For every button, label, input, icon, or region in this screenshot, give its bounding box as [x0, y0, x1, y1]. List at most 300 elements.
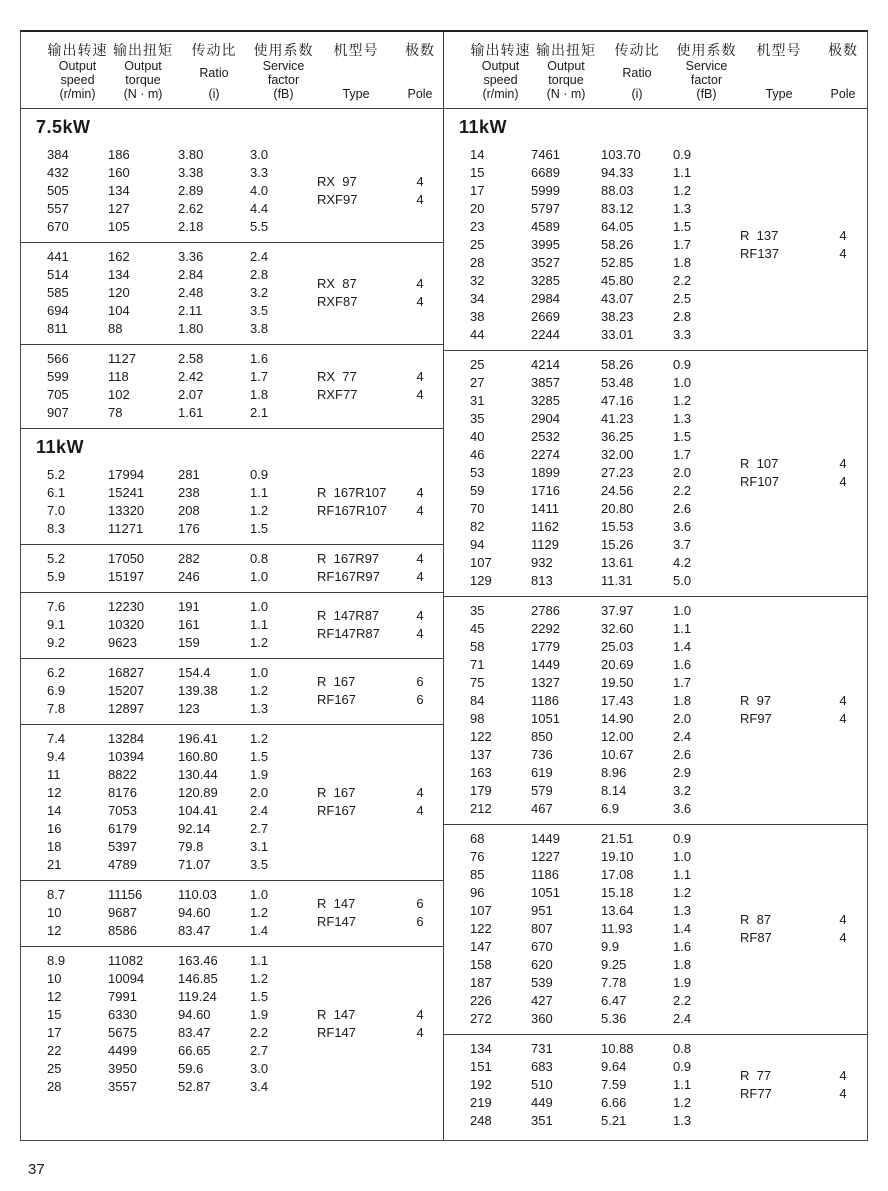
header-label-zh: 传动比: [191, 42, 237, 58]
cell-output-speed: 76: [470, 849, 485, 864]
cell-ratio: 3.36: [178, 249, 204, 264]
type-label: RF97: [740, 711, 772, 726]
rows-block: [470, 830, 740, 1028]
type-label: R 147: [317, 896, 356, 911]
cell-service-factor: 1.3: [673, 903, 692, 918]
table-row: [470, 218, 740, 236]
cell-ratio: 9.25: [601, 957, 627, 972]
cell-ratio: 15.18: [601, 885, 634, 900]
cell-ratio: 160.80: [178, 749, 218, 764]
cell-output-speed: 129: [470, 573, 492, 588]
cell-output-speed: 8.7: [47, 887, 66, 902]
type-pole-row: [317, 1024, 444, 1042]
header-unit: (i): [631, 87, 643, 101]
cell-output-speed: 151: [470, 1059, 492, 1074]
cell-ratio: 159: [178, 635, 200, 650]
header-label-zh: 使用系数: [676, 42, 737, 58]
table-row: [470, 884, 740, 902]
cell-output-speed: 14: [47, 803, 62, 818]
cell-output-torque: 15207: [108, 683, 145, 698]
cell-output-torque: 2274: [531, 447, 560, 462]
cell-output-torque: 449: [531, 1095, 553, 1110]
cell-output-torque: 807: [531, 921, 553, 936]
type-block: [317, 248, 444, 338]
cell-output-torque: 160: [108, 165, 130, 180]
cell-output-torque: 2904: [531, 411, 560, 426]
cell-ratio: 41.23: [601, 411, 634, 426]
cell-output-speed: 12: [47, 989, 62, 1004]
cell-service-factor: 1.7: [673, 447, 692, 462]
cell-output-speed: 16: [47, 821, 62, 836]
cell-ratio: 33.01: [601, 327, 634, 342]
cell-service-factor: 1.2: [250, 635, 269, 650]
cell-service-factor: 2.7: [250, 821, 269, 836]
header-cell-pole: [818, 32, 867, 110]
table-row: [470, 728, 740, 746]
type-label: R 167: [317, 674, 356, 689]
pole-value: 4: [839, 930, 847, 945]
cell-ratio: 9.9: [601, 939, 620, 954]
cell-ratio: 53.48: [601, 375, 634, 390]
pole-value: 4: [416, 503, 424, 518]
table-row: [470, 464, 740, 482]
cell-service-factor: 1.2: [250, 905, 269, 920]
cell-ratio: 6.66: [601, 1095, 627, 1110]
cell-output-torque: 5999: [531, 183, 560, 198]
cell-output-speed: 557: [47, 201, 69, 216]
table-row: [47, 520, 317, 538]
table-row: [470, 602, 740, 620]
header-unit: Pole: [830, 87, 856, 101]
cell-output-torque: 102: [108, 387, 130, 402]
table-row: [47, 838, 317, 856]
type-pole-row: [317, 691, 444, 709]
cell-ratio: 119.24: [178, 989, 217, 1004]
pole-value: 4: [416, 294, 424, 309]
type-label: RXF87: [317, 294, 358, 309]
type-pole-row: [317, 368, 444, 386]
table-row: [47, 820, 317, 838]
table-row: [47, 766, 317, 784]
cell-output-torque: 1186: [531, 693, 559, 708]
row-group: [21, 141, 443, 242]
cell-output-speed: 9.4: [47, 749, 66, 764]
header-label-zh: 机型号: [333, 42, 379, 58]
cell-output-speed: 505: [47, 183, 69, 198]
cell-output-speed: 32: [470, 273, 485, 288]
cell-service-factor: 1.3: [673, 201, 692, 216]
cell-output-torque: 6179: [108, 821, 137, 836]
cell-ratio: 1.61: [178, 405, 204, 420]
table-row: [470, 326, 740, 344]
type-pole-row: [317, 293, 444, 311]
cell-output-speed: 137: [470, 747, 492, 762]
cell-ratio: 163.46: [178, 953, 218, 968]
rows-block: [47, 466, 317, 538]
table-row: [470, 1058, 740, 1076]
cell-output-speed: 8.3: [47, 521, 66, 536]
cell-output-torque: 1127: [108, 351, 136, 366]
cell-service-factor: 0.8: [250, 551, 269, 566]
cell-ratio: 282: [178, 551, 200, 566]
cell-output-speed: 25: [470, 357, 485, 372]
pole-value: 4: [416, 1007, 424, 1022]
cell-output-torque: 736: [531, 747, 553, 762]
cell-output-speed: 811: [47, 321, 68, 336]
cell-output-speed: 384: [47, 147, 69, 162]
type-block: [317, 350, 444, 422]
cell-ratio: 94.60: [178, 1007, 211, 1022]
row-group: [21, 725, 443, 880]
table-row: [47, 502, 317, 520]
cell-output-speed: 441: [47, 249, 69, 264]
type-block: [740, 602, 867, 818]
cell-output-speed: 907: [47, 405, 69, 420]
cell-output-speed: 694: [47, 303, 69, 318]
cell-ratio: 3.80: [178, 147, 204, 162]
cell-output-speed: 68: [470, 831, 485, 846]
table-row: [470, 500, 740, 518]
type-pole-row: [317, 568, 444, 586]
type-label: RX 77: [317, 369, 357, 384]
table-row: [47, 182, 317, 200]
cell-service-factor: 2.2: [673, 993, 692, 1008]
cell-service-factor: 1.8: [673, 255, 692, 270]
header-unit: (fB): [696, 87, 717, 101]
type-pole-row: [740, 692, 867, 710]
cell-service-factor: 1.6: [250, 351, 269, 366]
type-pole-row: [317, 173, 444, 191]
cell-ratio: 21.51: [601, 831, 634, 846]
cell-ratio: 19.10: [601, 849, 634, 864]
table-row: [47, 1006, 317, 1024]
cell-output-speed: 147: [470, 939, 492, 954]
cell-output-torque: 7461: [531, 147, 560, 162]
table-row: [47, 266, 317, 284]
table-header: [21, 32, 443, 109]
cell-ratio: 15.26: [601, 537, 634, 552]
pole-value: 4: [839, 1068, 847, 1083]
type-label: RF77: [740, 1086, 772, 1101]
table-row: [47, 200, 317, 218]
cell-output-speed: 35: [470, 411, 485, 426]
cell-ratio: 58.26: [601, 357, 634, 372]
cell-output-torque: 134: [108, 267, 130, 282]
cell-ratio: 52.85: [601, 255, 634, 270]
type-pole-row: [740, 227, 867, 245]
cell-output-speed: 25: [470, 237, 485, 252]
table-row: [470, 146, 740, 164]
cell-output-torque: 9623: [108, 635, 137, 650]
type-label: R 77: [740, 1068, 772, 1083]
cell-output-torque: 2532: [531, 429, 560, 444]
table-row: [47, 634, 317, 652]
cell-output-speed: 82: [470, 519, 485, 534]
cell-output-torque: 4499: [108, 1043, 137, 1058]
cell-output-speed: 5.9: [47, 569, 66, 584]
cell-output-speed: 20: [470, 201, 485, 216]
type-pole-row: [317, 386, 444, 404]
cell-output-speed: 9.1: [47, 617, 66, 632]
cell-output-speed: 27: [470, 375, 485, 390]
cell-output-torque: 1051: [531, 711, 560, 726]
header-label-en: Output speed: [58, 59, 97, 87]
cell-service-factor: 1.1: [673, 165, 692, 180]
cell-ratio: 10.88: [601, 1041, 634, 1056]
cell-output-torque: 2984: [531, 291, 560, 306]
cell-output-torque: 127: [108, 201, 130, 216]
rows-block: [47, 730, 317, 874]
cell-output-speed: 22: [47, 1043, 62, 1058]
cell-output-speed: 71: [470, 657, 485, 672]
cell-output-speed: 38: [470, 309, 485, 324]
type-pole-row: [740, 1067, 867, 1085]
cell-output-torque: 1899: [531, 465, 560, 480]
cell-ratio: 10.67: [601, 747, 634, 762]
table-row: [47, 988, 317, 1006]
pole-value: 4: [416, 803, 424, 818]
type-label: R 97: [740, 693, 772, 708]
cell-ratio: 79.8: [178, 839, 204, 854]
cell-service-factor: 1.0: [250, 599, 269, 614]
cell-service-factor: 1.9: [673, 975, 692, 990]
cell-output-speed: 122: [470, 729, 492, 744]
cell-ratio: 25.03: [601, 639, 634, 654]
pole-value: 4: [839, 456, 847, 471]
table-row: [47, 682, 317, 700]
type-block: [317, 664, 444, 718]
cell-output-torque: 118: [108, 369, 129, 384]
table-row: [470, 620, 740, 638]
cell-output-torque: 10394: [108, 749, 145, 764]
cell-output-speed: 6.1: [47, 485, 66, 500]
type-block: [317, 146, 444, 236]
cell-ratio: 5.36: [601, 1011, 627, 1026]
pole-value: 4: [416, 192, 424, 207]
cell-ratio: 6.47: [601, 993, 627, 1008]
cell-ratio: 38.23: [601, 309, 634, 324]
cell-output-speed: 212: [470, 801, 492, 816]
table-row: [470, 956, 740, 974]
table-row: [470, 290, 740, 308]
cell-ratio: 13.61: [601, 555, 634, 570]
cell-output-torque: 1227: [531, 849, 560, 864]
cell-output-torque: 2244: [531, 327, 560, 342]
page-number: 37: [28, 1161, 45, 1178]
cell-ratio: 64.05: [601, 219, 634, 234]
cell-service-factor: 1.7: [673, 675, 692, 690]
table-column-right: [444, 32, 867, 1140]
type-label: RF147: [317, 914, 357, 929]
header-unit: (N · m): [546, 87, 586, 101]
type-pole-row: [740, 710, 867, 728]
header-label-zh: 传动比: [614, 42, 660, 58]
header-label-en: Output speed: [481, 59, 520, 87]
table-row: [47, 598, 317, 616]
type-pole-row: [317, 1006, 444, 1024]
header-label-zh: 极数: [405, 42, 435, 58]
cell-output-speed: 226: [470, 993, 492, 1008]
cell-ratio: 2.48: [178, 285, 204, 300]
cell-service-factor: 0.8: [673, 1041, 692, 1056]
cell-output-speed: 248: [470, 1113, 492, 1128]
cell-output-speed: 11: [47, 767, 61, 782]
cell-output-torque: 1449: [531, 657, 560, 672]
cell-output-speed: 18: [47, 839, 62, 854]
cell-service-factor: 3.1: [250, 839, 269, 854]
table-row: [470, 800, 740, 818]
cell-service-factor: 3.6: [673, 801, 692, 816]
cell-output-torque: 120: [108, 285, 130, 300]
table-row: [47, 1078, 317, 1096]
type-pole-row: [317, 191, 444, 209]
type-label: RF87: [740, 930, 772, 945]
cell-output-speed: 9.2: [47, 635, 66, 650]
cell-service-factor: 3.3: [250, 165, 269, 180]
row-group: [21, 881, 443, 946]
cell-output-speed: 12: [47, 923, 62, 938]
cell-output-torque: 539: [531, 975, 553, 990]
cell-output-speed: 192: [470, 1077, 492, 1092]
cell-service-factor: 2.1: [250, 405, 269, 420]
header-cell-ratio: [178, 32, 250, 110]
cell-service-factor: 1.2: [673, 1095, 692, 1110]
pole-value: 4: [416, 785, 424, 800]
cell-output-torque: 579: [531, 783, 553, 798]
type-block: [740, 146, 867, 344]
cell-output-torque: 1716: [531, 483, 560, 498]
type-block: [317, 730, 444, 874]
header-label-zh: 极数: [828, 42, 858, 58]
type-pole-row: [317, 895, 444, 913]
cell-ratio: 36.25: [601, 429, 634, 444]
header-label-zh: 输出转速: [47, 42, 108, 58]
cell-output-speed: 59: [470, 483, 485, 498]
table-row: [470, 374, 740, 392]
cell-ratio: 27.23: [601, 465, 634, 480]
header-unit: Type: [765, 87, 793, 101]
cell-ratio: 66.65: [178, 1043, 211, 1058]
type-pole-row: [317, 550, 444, 568]
table-row: [47, 886, 317, 904]
cell-output-speed: 7.6: [47, 599, 66, 614]
cell-service-factor: 1.1: [250, 617, 269, 632]
cell-service-factor: 1.2: [250, 503, 269, 518]
cell-ratio: 3.38: [178, 165, 204, 180]
table-row: [470, 182, 740, 200]
type-pole-row: [317, 802, 444, 820]
cell-output-speed: 25: [47, 1061, 62, 1076]
cell-service-factor: 1.3: [250, 701, 269, 716]
cell-output-torque: 6330: [108, 1007, 137, 1022]
cell-service-factor: 1.5: [673, 429, 692, 444]
row-group: [21, 593, 443, 658]
cell-service-factor: 2.6: [673, 501, 692, 516]
pole-value: 6: [416, 914, 424, 929]
type-pole-row: [317, 913, 444, 931]
cell-output-speed: 46: [470, 447, 485, 462]
cell-service-factor: 1.2: [673, 885, 692, 900]
cell-output-speed: 5.2: [47, 551, 66, 566]
type-block: [317, 886, 444, 940]
cell-service-factor: 3.2: [673, 783, 692, 798]
cell-service-factor: 4.2: [673, 555, 692, 570]
table-row: [47, 284, 317, 302]
cell-output-torque: 13320: [108, 503, 145, 518]
rows-block: [47, 952, 317, 1096]
type-label: R 167: [317, 785, 356, 800]
header-label-zh: 机型号: [756, 42, 802, 58]
cell-service-factor: 4.4: [250, 201, 269, 216]
type-pole-row: [740, 1085, 867, 1103]
cell-ratio: 83.12: [601, 201, 634, 216]
header-cell-output-speed: [470, 32, 531, 110]
table-row: [47, 664, 317, 682]
header-label-en: Service factor: [685, 59, 728, 87]
type-label: RF167: [317, 692, 357, 707]
cell-ratio: 17.08: [601, 867, 634, 882]
cell-ratio: 94.60: [178, 905, 211, 920]
cell-output-speed: 5.2: [47, 467, 66, 482]
table-row: [470, 1040, 740, 1058]
cell-service-factor: 1.4: [673, 639, 692, 654]
type-label: R 167R107: [317, 485, 387, 500]
header-unit: (r/min): [59, 87, 96, 101]
table-row: [470, 1094, 740, 1112]
table-row: [47, 952, 317, 970]
pole-value: 4: [416, 1025, 424, 1040]
type-label: RF147R87: [317, 626, 380, 641]
cell-ratio: 104.41: [178, 803, 218, 818]
table-row: [470, 974, 740, 992]
cell-output-torque: 813: [531, 573, 553, 588]
cell-service-factor: 4.0: [250, 183, 269, 198]
cell-output-torque: 186: [108, 147, 130, 162]
table-row: [47, 922, 317, 940]
cell-service-factor: 2.2: [250, 1025, 269, 1040]
cell-output-torque: 17994: [108, 467, 145, 482]
cell-output-torque: 4789: [108, 857, 137, 872]
section-heading: 11kW: [459, 117, 508, 137]
table-row: [47, 164, 317, 182]
header-cell-output-torque: [108, 32, 178, 110]
type-pole-row: [317, 484, 444, 502]
cell-service-factor: 2.7: [250, 1043, 269, 1058]
table-row: [470, 692, 740, 710]
table-row: [470, 1010, 740, 1028]
cell-service-factor: 3.3: [673, 327, 692, 342]
cell-service-factor: 2.6: [673, 747, 692, 762]
pole-value: 4: [416, 369, 424, 384]
rows-block: [470, 146, 740, 344]
header-label-zh: 输出转速: [470, 42, 531, 58]
type-block: [317, 550, 444, 586]
row-group: [444, 597, 867, 824]
header-label-zh: 输出扭矩: [113, 42, 173, 58]
cell-output-torque: 5797: [531, 201, 560, 216]
table-row: [47, 350, 317, 368]
table-row: [47, 700, 317, 718]
cell-output-torque: 7991: [108, 989, 137, 1004]
rows-block: [470, 602, 740, 818]
cell-service-factor: 3.5: [250, 303, 269, 318]
cell-output-speed: 670: [47, 219, 69, 234]
header-label-en: Ratio: [622, 65, 652, 80]
rows-block: [47, 664, 317, 718]
cell-output-torque: 670: [531, 939, 553, 954]
cell-output-torque: 3285: [531, 273, 560, 288]
cell-output-torque: 8586: [108, 923, 137, 938]
